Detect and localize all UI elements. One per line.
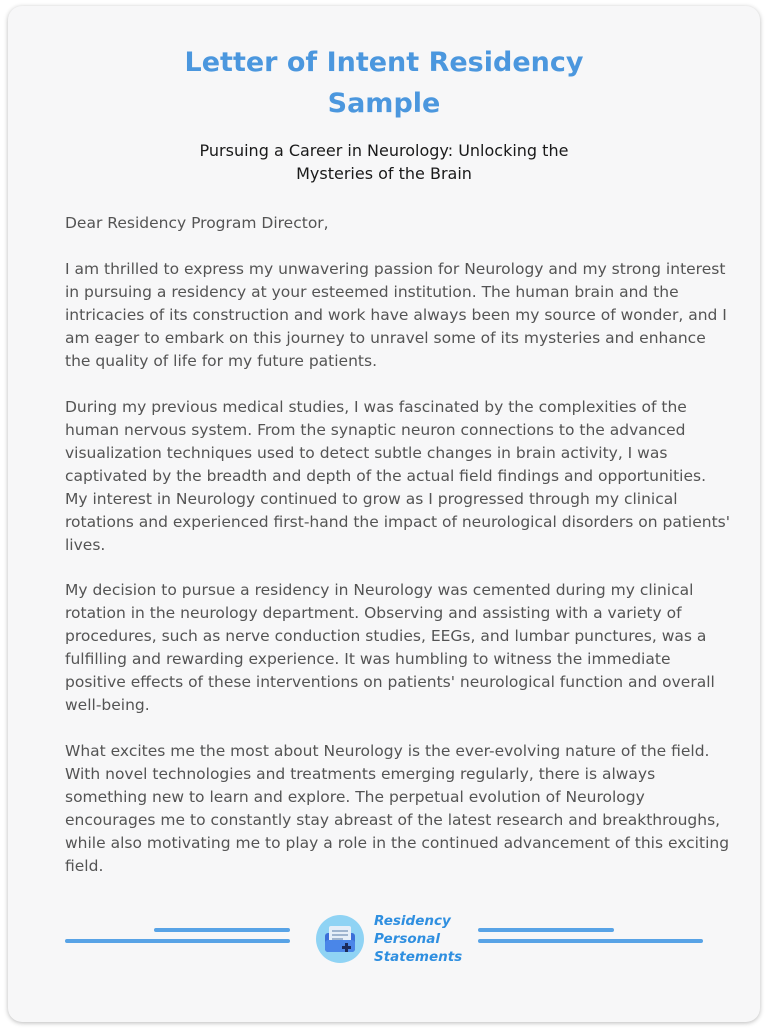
document-page bbox=[8, 6, 760, 1022]
footer-line-left-short bbox=[154, 928, 290, 932]
paragraph-1: I am thrilled to express my unwavering passion for Neurology and my strong interest in pursuing a residency at your esteemed institution. The human brain and the intricacies of its construction and work have always been my source of wonder, and I am eager to embark on this journey to unravel some of its mysteries and enhance the quality of life for my future patients. bbox=[65, 260, 727, 370]
logo-text bbox=[374, 912, 494, 966]
paragraph-3: My decision to pursue a residency in Neurology was cemented during my clinical rotation in the neurology department. Observing and assisting with a variety of procedures, such as nerve conduction studies, EEGs, and lumbar punctures, was a fulfilling and rewarding experience. It was humbling to witness the immediate positive effects of these interventions on patients' neurological function and overall well-being. bbox=[65, 581, 715, 714]
paragraph-2: During my previous medical studies, I was fascinated by the complexities of the human nervous system. From the synaptic neuron connections to the advanced visualization techniques used to detect subtle changes in brain activity, I was captivated by the breadth and depth of the actual field findings and opportunities. My interest in Neurology continued to grow as I progressed through my clinical rotations and experienced first-hand the impact of neurological disorders on patients' lives. bbox=[65, 398, 731, 554]
title-line-2: Sample bbox=[327, 88, 441, 119]
logo-badge bbox=[316, 915, 364, 963]
document-subtitle bbox=[8, 139, 760, 185]
document-medical-icon bbox=[316, 915, 364, 963]
salutation: Dear Residency Program Director, bbox=[65, 214, 329, 232]
logo-text-line-2: Personal bbox=[374, 931, 441, 947]
footer-line-left-long bbox=[65, 939, 290, 943]
logo-text-line-1: Residency bbox=[374, 913, 451, 929]
subtitle-line-1: Pursuing a Career in Neurology: Unlocking the bbox=[199, 141, 569, 160]
document-title bbox=[8, 42, 760, 124]
title-line-1: Letter of Intent Residency bbox=[184, 47, 584, 78]
paragraph-4: What excites me the most about Neurology is the ever-evolving nature of the field. With novel technologies and treatments emerging regularly, there is always something new to learn and explore. The perpetual evolution of Neurology encourages me to constantly stay abreast of the latest research and breakthroughs, while also motivating me to play a role in the continued advancement of this exciting field. bbox=[65, 742, 730, 875]
subtitle-line-2: Mysteries of the Brain bbox=[296, 164, 472, 183]
logo-text-line-3: Statements bbox=[374, 949, 463, 965]
footer-line-right-long bbox=[478, 939, 703, 943]
footer-line-right-short bbox=[478, 928, 614, 932]
